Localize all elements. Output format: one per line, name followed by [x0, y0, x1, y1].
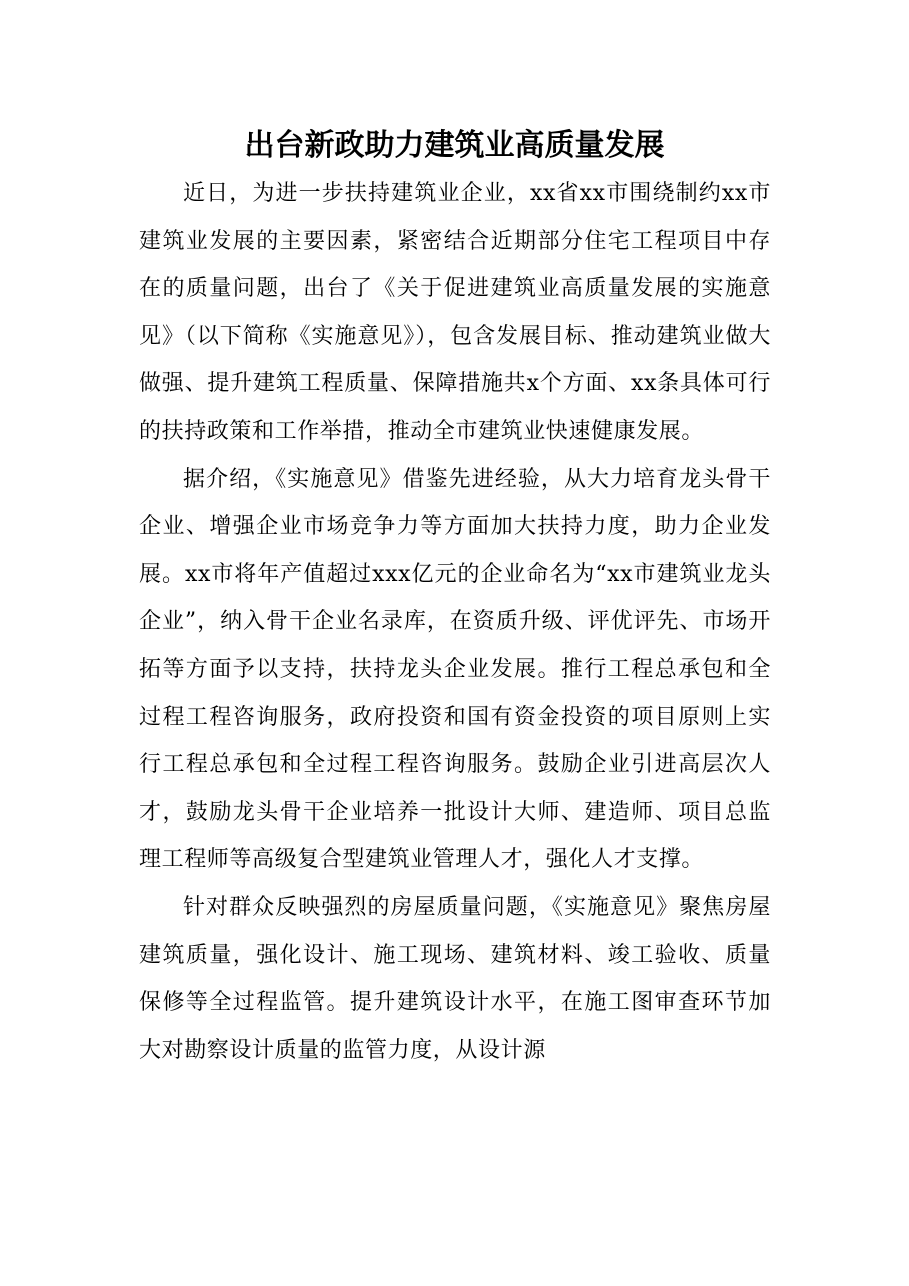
paragraph-2: 据介绍，《实施意见》借鉴先进经验，从大力培育龙头骨干企业、增强企业市场竞争力等方面加大扶持力度，助力企业发展。xx市将年产值超过xxx亿元的企业命名为“xx市建筑业龙头企业”，纳入骨干企业名录库，在资质升级、评优评先、市场开拓等方面予以支持，扶持龙头企业发展。推行工程总承包和全过程工程咨询服务，政府投资和国有资金投资的项目原则上实行工程总承包和全过程工程咨询服务。鼓励企业引进高层次人才，鼓励龙头骨干企业培养一批设计大师、建造师、项目总监理工程师等高级复合型建筑业管理人才，强化人才支撑。: [139, 466, 771, 873]
paragraph-1: 近日，为进一步扶持建筑业企业，xx省xx市围绕制约xx市建筑业发展的主要因素，紧密结合近期部分住宅工程项目中存在的质量问题，出台了《关于促进建筑业高质量发展的实施意见》（以下简称《实施意见》），包含发展目标、推动建筑业做大做强、提升建筑工程质量、保障措施共x个方面、xx条具体可行的扶持政策和工作举措，推动全市建筑业快速健康发展。: [139, 181, 771, 444]
paragraph-3: 针对群众反映强烈的房屋质量问题，《实施意见》聚焦房屋建筑质量，强化设计、施工现场、建筑材料、竣工验收、质量保修等全过程监管。提升建筑设计水平，在施工图审查环节加大对勘察设计质量的监管力度，从设计源: [139, 894, 771, 1063]
document-title: 出台新政助力建筑业高质量发展: [244, 128, 665, 163]
document-body: [139, 170, 771, 1074]
